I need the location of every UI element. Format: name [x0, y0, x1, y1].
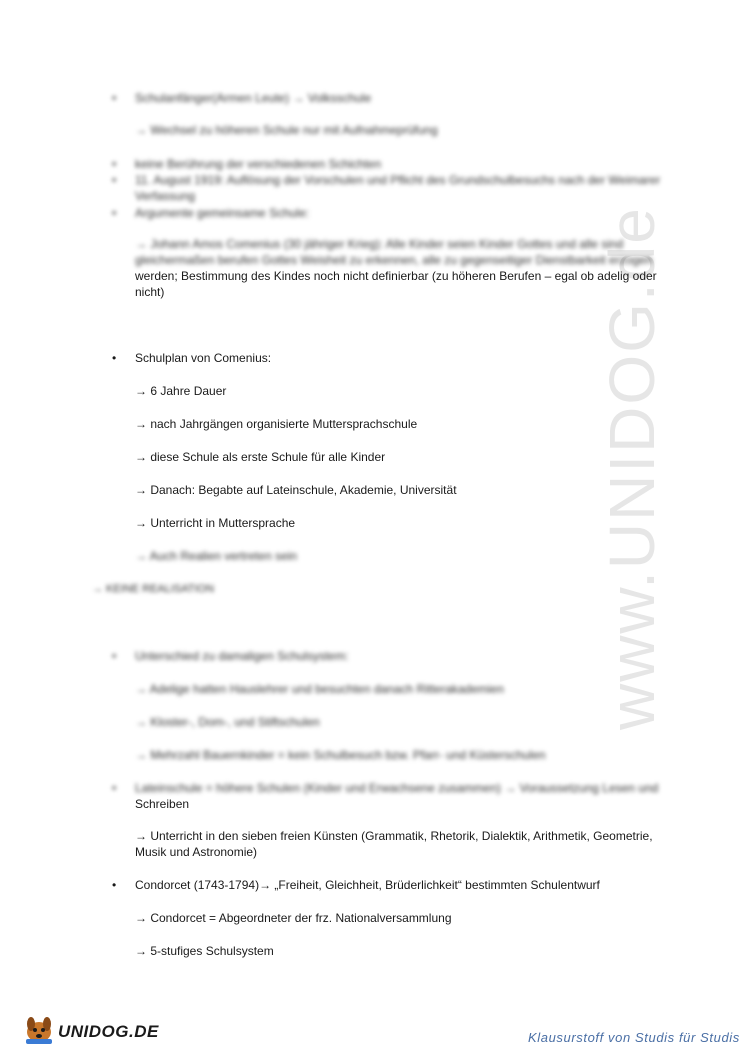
sub-item: nicht) [135, 285, 165, 299]
bullet-dot: • [112, 878, 117, 892]
sub-item: → Auch Realien vertreten sein [135, 549, 298, 563]
bullet-dot: • [112, 781, 117, 795]
bullet-dot: • [112, 157, 117, 171]
logo-text: UNIDOG.DE [58, 1022, 159, 1041]
sub-item: → Kloster-, Dom-, und Stiftschulen [135, 715, 320, 729]
bullet-dot: • [112, 649, 117, 663]
sub-item: → Johann Amos Comenius (30 jähriger Krieg): Alle Kinder seien Kinder Gottes und alle sind [135, 237, 624, 251]
bullet-text: Condorcet (1743-1794)→ „Freiheit, Gleichheit, Brüderlichkeit“ bestimmten Schulentwurf [135, 878, 600, 892]
watermark-text: www.UNIDOG.de [596, 206, 668, 730]
sub-item: → Wechsel zu höheren Schule nur mit Aufnahmeprüfung [135, 123, 438, 137]
bullet-dot: • [112, 351, 117, 365]
bullet-text: Schulplan von Comenius: [135, 351, 272, 365]
bullet-dot: • [112, 173, 117, 187]
footer-logo [22, 1012, 162, 1048]
sub-item: gleichermaßen berufen Gottes Weisheit zu erkennen, alle zu gegenseitiger Dienstbarkeit erzogen [135, 253, 653, 267]
bullet-text: keine Berührung der verschiedenen Schichten [135, 157, 382, 171]
watermark [595, 206, 750, 740]
sub-item: → Danach: Begabte auf Lateinschule, Akademie, Universität [135, 483, 457, 497]
bullet-text: Verfassung [135, 189, 196, 203]
bullet-text: Argumente gemeinsame Schule: [135, 206, 310, 220]
sub-item: → Condorcet = Abgeordneter der frz. Nationalversammlung [135, 911, 452, 925]
dog-icon [22, 1012, 56, 1046]
bullet-text: 11. August 1919: Auflösung der Vorschulen und Pflicht des Grundschulbesuchs nach der Weimarer [135, 173, 661, 187]
sub-item: → 6 Jahre Dauer [135, 384, 227, 398]
sub-item: → Mehrzahl Bauernkinder = kein Schulbesuch bzw. Pfarr- und Küsterschulen [135, 748, 546, 762]
conclusion-line: → KEINE REALISATION [92, 583, 215, 595]
sub-item: → diese Schule als erste Schule für alle Kinder [135, 450, 386, 464]
sub-item: → 5-stufiges Schulsystem [135, 944, 274, 958]
bullet-text: Schreiben [135, 797, 190, 811]
sub-item: → Unterricht in den sieben freien Künsten (Grammatik, Rhetorik, Dialektik, Arithmetik, Geometrie, [135, 829, 653, 843]
bullet-dot: • [112, 91, 117, 105]
bullet-dot: • [112, 206, 117, 220]
bullet-text: Lateinschule = höhere Schulen (Kinder und Erwachsene zusammen) → Voraussetzung Lesen und [135, 781, 659, 795]
sub-item: → Adelige hatten Hauslehrer und besuchten danach Ritterakademien [135, 682, 504, 696]
bullet-text: Unterschied zu damaligen Schulsystem: [135, 649, 349, 663]
bullet-text: Schulanfänger(Armen Leute) → Volksschule [135, 91, 372, 105]
sub-item: werden; Bestimmung des Kindes noch nicht definierbar (zu höheren Berufen – egal ob adelig oder [135, 269, 657, 283]
sub-item: → nach Jahrgängen organisierte Muttersprachschule [135, 417, 418, 431]
sub-item: Musik und Astronomie) [135, 845, 258, 859]
sub-item: → Unterricht in Muttersprache [135, 516, 296, 530]
footer-tagline: Klausurstoff von Studis für Studis [528, 1030, 740, 1045]
